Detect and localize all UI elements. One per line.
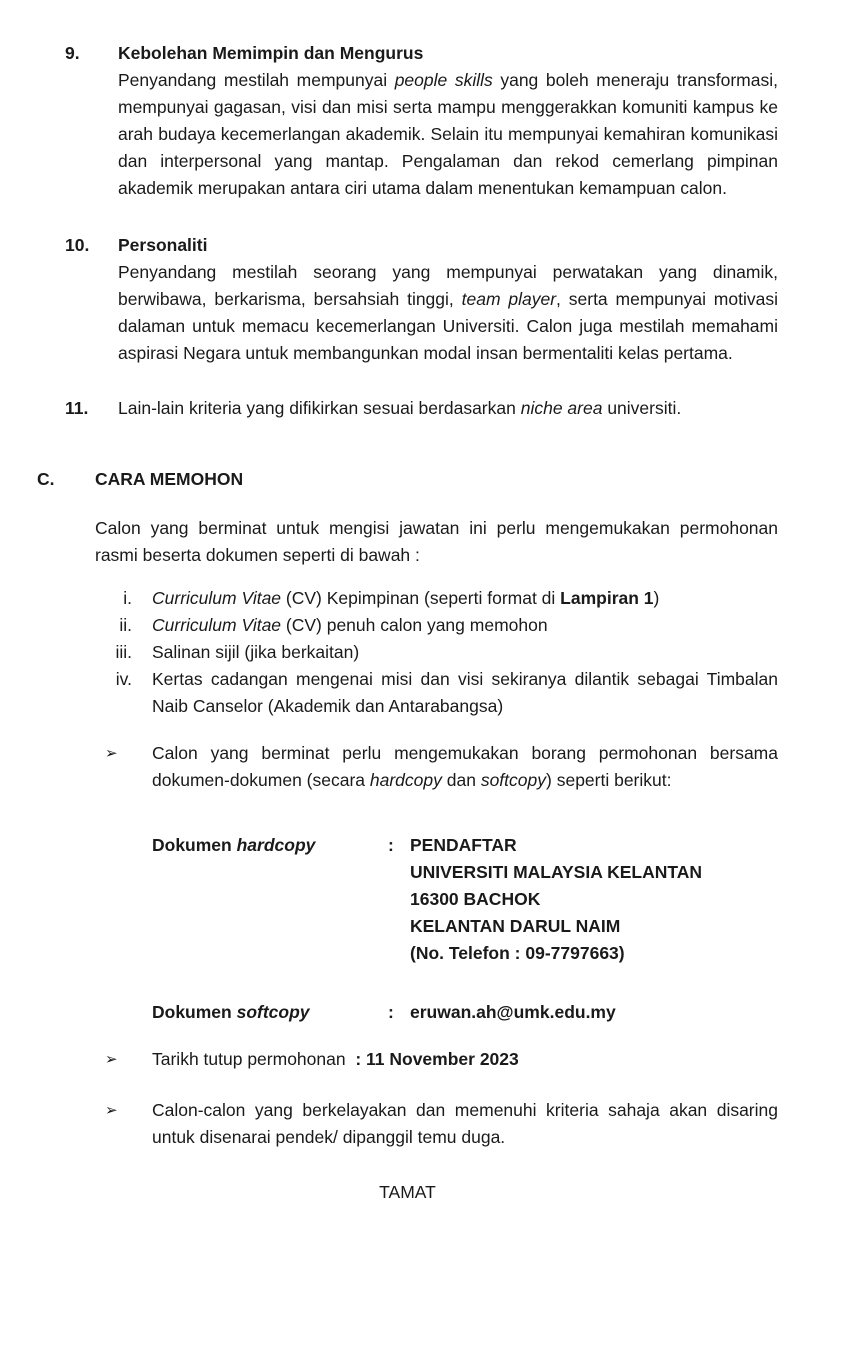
- section-letter: C.: [37, 469, 55, 489]
- roman-item-text: Curriculum Vitae (CV) penuh calon yang memohon: [152, 615, 548, 635]
- arrow-bullet-icon: ➢: [105, 1102, 118, 1119]
- numbered-item-9: [65, 40, 778, 202]
- section-c-title: CARA MEMOHON: [95, 469, 244, 489]
- section-c-heading: [37, 466, 778, 493]
- colon-separator: :: [388, 1002, 394, 1022]
- roman-item-text: Curriculum Vitae (CV) Kepimpinan (seperti format di Lampiran 1): [152, 588, 660, 608]
- document-hardcopy-row: [152, 832, 778, 967]
- section-c-intro: Calon yang berminat untuk mengisi jawatan ini perlu mengemukakan permohonan rasmi beserta dokumen seperti di bawah :: [95, 518, 778, 565]
- roman-numeral: ii.: [119, 615, 132, 635]
- address-line: KELANTAN DARUL NAIM: [410, 916, 621, 936]
- numbered-item-11: [65, 395, 778, 422]
- item-number: 9.: [65, 43, 80, 63]
- document-value: [410, 999, 778, 1026]
- list-item: [95, 666, 778, 720]
- document-softcopy-row: [152, 999, 778, 1026]
- colon-separator: :: [388, 835, 394, 855]
- address-line: UNIVERSITI MALAYSIA KELANTAN: [410, 862, 703, 882]
- closing-date-text: Tarikh tutup permohonan : 11 November 2023: [152, 1049, 519, 1069]
- document-label: Dokumen hardcopy: [152, 835, 316, 855]
- item-9-title: Kebolehan Memimpin dan Mengurus: [118, 43, 424, 63]
- item-9-body: Penyandang mestilah mempunyai people skills yang boleh meneraju transformasi, mempunyai gagasan, visi dan misi serta mampu menggerakkan komuniti kampus ke arah budaya kecemerlangan akademik. Selain itu mempunyai kemahiran komunikasi dan interpersonal yang mantap. Pengalaman dan rekod cemerlang pimpinan akademik merupakan antara ciri utama dalam menentukan kemampuan calon.: [118, 70, 778, 198]
- document-label: Dokumen softcopy: [152, 1002, 310, 1022]
- bullet-text: Calon yang berminat perlu mengemukakan borang permohonan bersama dokumen-dokumen (secara hardcopy dan softcopy) seperti berikut:: [152, 743, 778, 790]
- roman-item-text: Kertas cadangan mengenai misi dan visi sekiranya dilantik sebagai Timbalan Naib Canselor (Akademik dan Antarabangsa): [152, 669, 778, 716]
- bullet-item: [105, 740, 778, 794]
- arrow-bullet-icon: ➢: [105, 745, 118, 762]
- arrow-bullet-icon: ➢: [105, 1051, 118, 1068]
- bullet-item-closing-date: [105, 1046, 778, 1073]
- list-item: [95, 612, 778, 639]
- roman-numeral: iii.: [115, 642, 132, 662]
- address-line: 16300 BACHOK: [410, 889, 541, 909]
- address-line: (No. Telefon : 09-7797663): [410, 943, 625, 963]
- end-of-document-label: TAMAT: [379, 1182, 436, 1202]
- roman-list: [95, 585, 778, 720]
- section-c-body: [95, 515, 778, 1151]
- list-item: [95, 639, 778, 666]
- roman-item-text: Salinan sijil (jika berkaitan): [152, 642, 360, 662]
- item-number: 11.: [65, 398, 89, 418]
- item-10-title: Personaliti: [118, 235, 208, 255]
- item-11-body: Lain-lain kriteria yang difikirkan sesuai berdasarkan niche area universiti.: [118, 398, 682, 418]
- item-number: 10.: [65, 235, 90, 255]
- address-line: PENDAFTAR: [410, 835, 517, 855]
- numbered-item-10: [65, 232, 778, 367]
- roman-numeral: iv.: [115, 669, 132, 689]
- email-text: eruwan.ah@umk.edu.my: [410, 1002, 616, 1022]
- roman-numeral: i.: [123, 588, 132, 608]
- document-value: [410, 832, 778, 967]
- item-10-body: Penyandang mestilah seorang yang mempunyai perwatakan yang dinamik, berwibawa, berkarisma, bersahsiah tinggi, team player, serta mempunyai motivasi dalaman untuk memacu kecemerlangan Universiti. Calon juga mestilah memahami aspirasi Negara untuk membangunkan modal insan bermentaliti kelas pertama.: [118, 262, 778, 363]
- bullet-text: Calon-calon yang berkelayakan dan memenuhi kriteria sahaja akan disaring untuk disenarai pendek/ dipanggil temu duga.: [152, 1100, 778, 1147]
- list-item: [95, 585, 778, 612]
- bullet-item: [105, 1097, 778, 1151]
